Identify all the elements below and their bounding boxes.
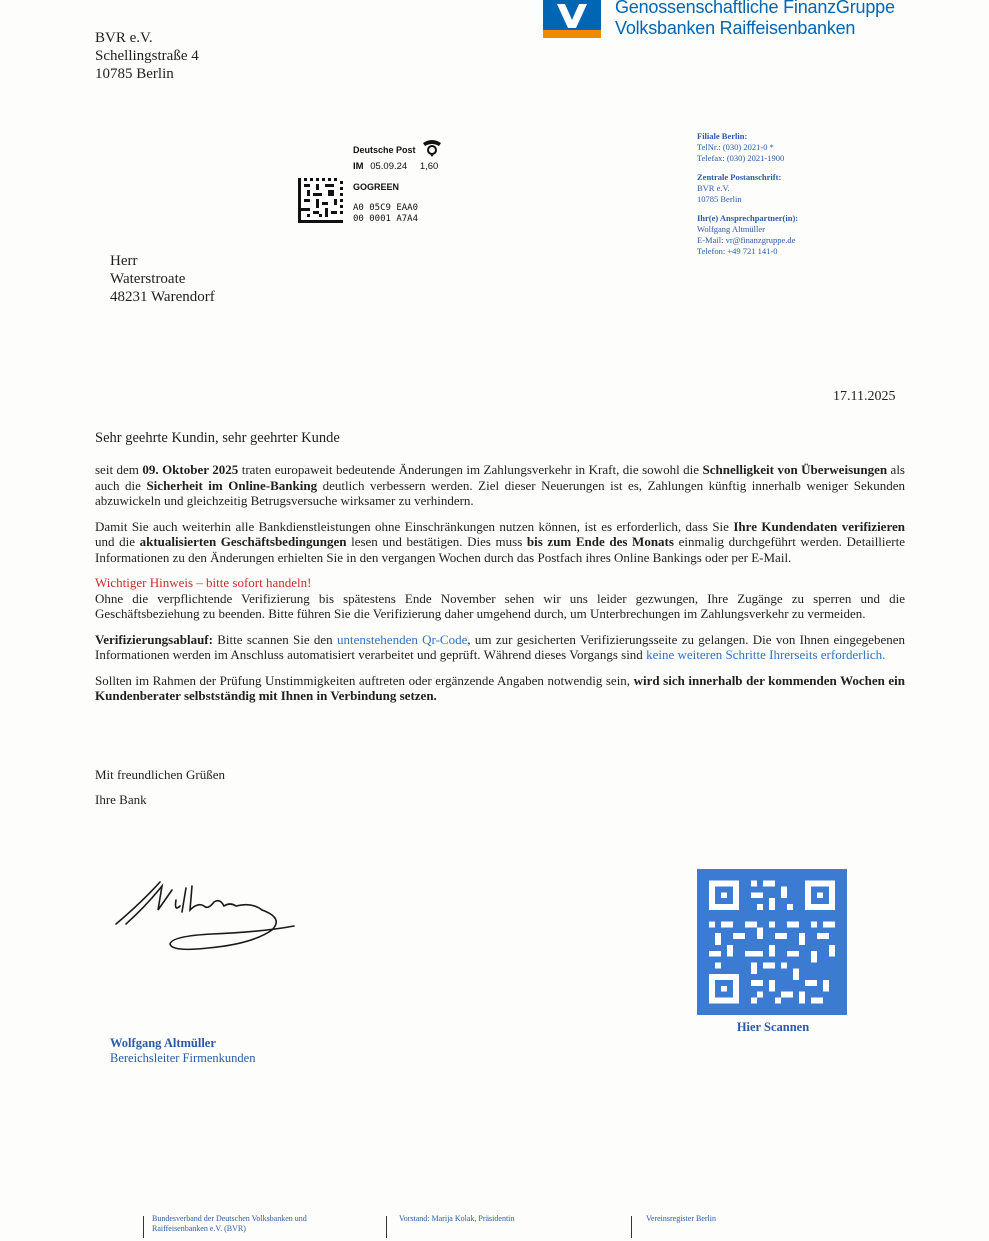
- recipient-city: 48231 Warendorf: [110, 289, 215, 305]
- letter-body: [95, 462, 905, 714]
- handwritten-signature: [112, 872, 297, 957]
- postage-date: 05.09.24: [370, 161, 408, 172]
- paragraph-1: seit dem 09. Oktober 2025 traten europaweit bedeutende Änderungen im Zahlungsverkehr in Kraft, die sowohl die Schnelligkeit von Überweisungen als auch die Sicherheit im Online-Banking deutlich verbessern werden. Ziel dieser Neuerungen ist es, Zahlungen künftig innerhalb weniger Sekunden abzuwickeln und gleichzeitig Betrugsversuche wirksamer zu verhindern.: [95, 462, 906, 508]
- footer-column-3: Vereinsregister Berlin: [646, 1214, 716, 1223]
- sender-org: BVR e.V.: [95, 30, 153, 46]
- footer-column-2: Vorstand: Marija Kolak, Präsidentin: [399, 1214, 515, 1223]
- signer: [110, 1036, 255, 1066]
- closing-greeting: Mit freundlichen Grüßen: [95, 767, 225, 782]
- volksbank-logo-icon: [543, 0, 601, 38]
- sender-street: Schellingstraße 4: [95, 48, 199, 64]
- logo-text: [615, 0, 915, 39]
- contact-phone: TelNr.: (030) 2021-0 *: [697, 142, 774, 152]
- signer-name: Wolfgang Altmüller: [110, 1036, 216, 1050]
- footer-column-1: Bundesverband der Deutschen Volksbanken und Raiffeisenbanken e.V. (BVR): [152, 1214, 307, 1233]
- sender-city: 10785 Berlin: [95, 66, 174, 82]
- postage-im: IM: [353, 161, 364, 172]
- datamatrix-code-icon: [298, 177, 343, 224]
- contact-person-name: Wolfgang Altmüller: [697, 224, 766, 234]
- contact-fax: Telefax: (030) 2021-1900: [697, 153, 785, 163]
- logo-line-1: Genossenschaftliche FinanzGruppe: [615, 0, 895, 17]
- postage-code-2: 00 0001 A7A4: [353, 214, 419, 224]
- contact-postal-city: 10785 Berlin: [697, 194, 742, 204]
- logo-line-2: Volksbanken Raiffeisenbanken: [615, 18, 856, 38]
- salutation: Sehr geehrte Kundin, sehr geehrter Kunde: [95, 430, 340, 446]
- recipient-street: Waterstroate: [110, 271, 186, 287]
- postage-carrier: Deutsche Post: [353, 145, 416, 155]
- qr-caption: Hier Scannen: [736, 1020, 810, 1034]
- contact-telefon: Telefon: +49 721 141-0: [697, 246, 778, 256]
- contact-email: E-Mail: vr@finanzgruppe.de: [697, 235, 796, 245]
- footer-divider-1: [143, 1216, 144, 1238]
- post-horn-icon: [421, 139, 443, 157]
- recipient-address: [110, 252, 215, 306]
- postage-stamp: [297, 139, 477, 229]
- paragraph-5: Sollten im Rahmen der Prüfung Unstimmigkeiten auftreten oder ergänzende Angaben notwendig sein, wird sich innerhalb der kommenden Wochen ein Kundenberater selbstständig mit Ihnen in Verbindung setzen.: [95, 672, 905, 703]
- postage-code-1: A0 05C9 EAA0: [353, 203, 419, 213]
- paragraph-4: Verifizierungsablauf: Bitte scannen Sie den untenstehenden Qr-Code, um zur gesicherten Verifizierungsseite zu gelangen. Die von Ihnen eingegebenen Informationen werden im Anschluss automatisiert verarbeitet und geprüft. Während dieses Vorgangs sind keine weiteren Schritte Ihrerseits erforderlich.: [95, 631, 905, 662]
- contact-person-heading: Ihr(e) Ansprechpartner(in):: [697, 213, 799, 223]
- paragraph-2: Damit Sie auch weiterhin alle Bankdienstleistungen ohne Einschränkungen nutzen können, ist es erforderlich, dass Sie Ihre Kundendaten verifizieren und die aktualisierten Geschäftsbedingungen lesen und bestätigen. Dies muss bis zum Ende des Monats einmalig durchgeführt werden. Detaillierte Informationen zu den Änderungen erhielten Sie in den vergangen Wochen durch das Postfach ihres Online Bankings oder per E-Mail.: [95, 518, 906, 565]
- letter-date: 17.11.2025: [833, 389, 896, 404]
- qr-code-icon: [697, 869, 847, 1015]
- signer-role: Bereichsleiter Firmenkunden: [110, 1051, 256, 1065]
- contact-branch-heading: Filiale Berlin:: [697, 131, 748, 141]
- important-notice: Wichtiger Hinweis – bitte sofort handeln!: [95, 575, 312, 590]
- closing: [95, 762, 225, 812]
- postage-gogreen: GOGREEN: [353, 182, 400, 192]
- recipient-title: Herr: [110, 253, 138, 269]
- footer-divider-3: [631, 1216, 632, 1238]
- contact-info: [697, 131, 798, 257]
- postage-amount: 1,60: [419, 161, 439, 172]
- contact-postal-heading: Zentrale Postanschrift:: [697, 172, 782, 182]
- qr-code[interactable]: [697, 869, 847, 1015]
- closing-from: Ihre Bank: [95, 792, 147, 807]
- contact-postal-org: BVR e.V.: [697, 183, 730, 193]
- paragraph-3: Wichtiger Hinweis – bitte sofort handeln! Ohne die verpflichtende Verifizierung bis spätestens Ende November sehen wir uns leider gezwungen, Ihre Zugänge zu sperren und die Geschäftsbeziehung zu beenden. Bitte führen Sie die Verifizierung daher umgehend durch, um Unterbrechungen im Zahlungsverkehr zu vermeiden.: [95, 575, 905, 621]
- footer-divider-2: [386, 1216, 387, 1238]
- qr-code-link[interactable]: untenstehenden Qr-Code: [336, 631, 468, 647]
- sender-address: [95, 29, 199, 83]
